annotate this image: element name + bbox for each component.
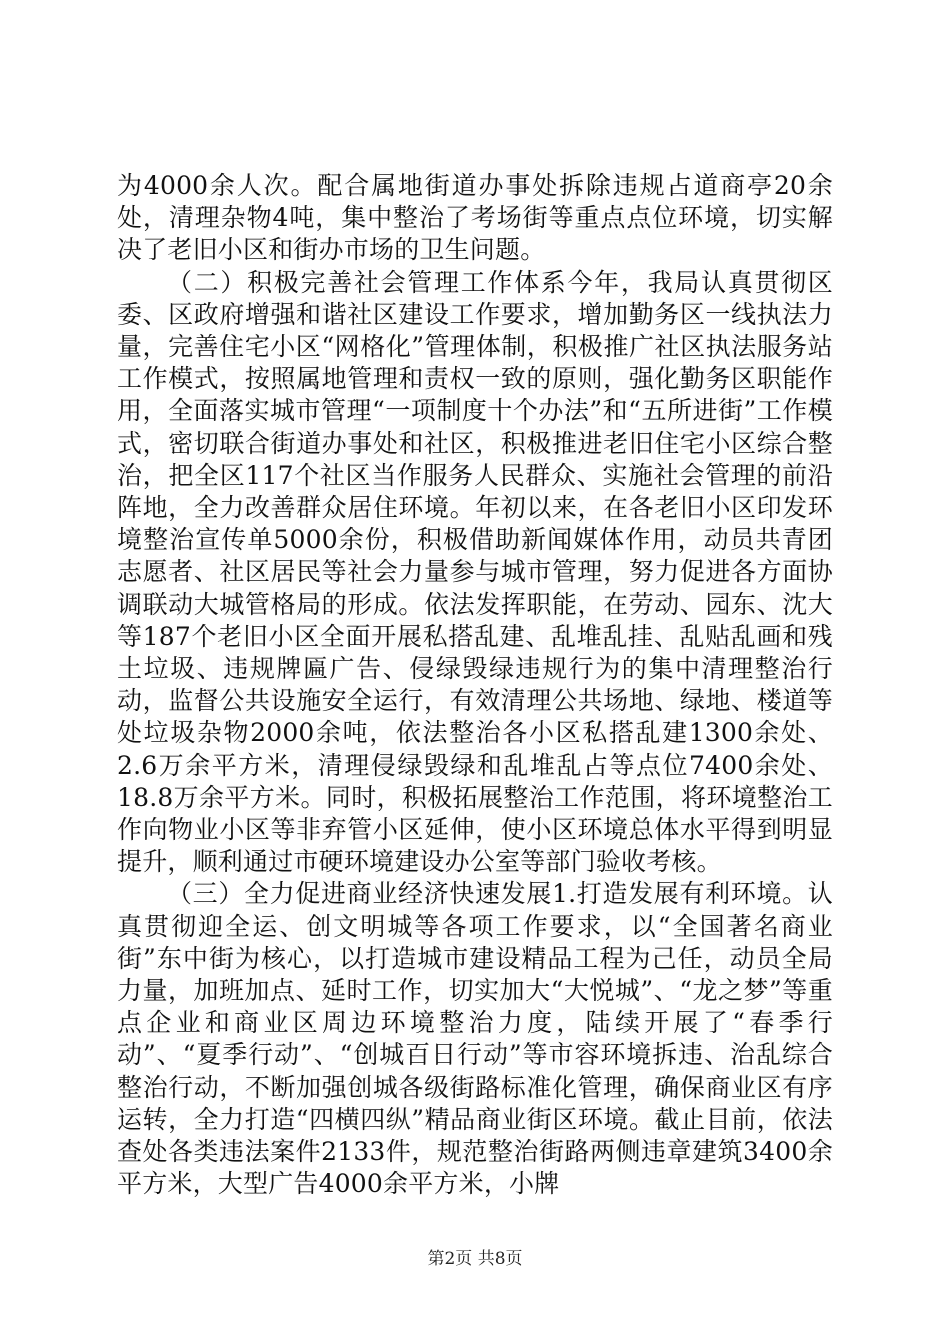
page-number: 第2页 共8页 xyxy=(427,1249,523,1269)
paragraph-section-3: （三）全力促进商业经济快速发展1.打造发展有利环境。认真贯彻迎全运、创文明城等各项工作要求，以“全国著名商业街”东中街为核心，以打造城市建设精品工程为己任，动员全局力量，加班加点、延时工作，切实加大“大悦城”、“龙之梦”等重点企业和商业区周边环境整治力度，陆续开展了“春季行动”、“夏季行动”、“创城百日行动”等市容环境拆违、治乱综合整治行动，不断加强创城各级街路标准化管理，确保商业区有序运转，全力打造“四横四纵”精品商业街区环境。截止目前，依法查处各类违法案件2133件，规范整治街路两侧违章建筑3400余平方米，大型广告4000余平方米，小牌 xyxy=(117,879,833,1199)
paragraph-section-2: （二）积极完善社会管理工作体系今年，我局认真贯彻区委、区政府增强和谐社区建设工作要求，增加勤务区一线执法力量，完善住宅小区“网格化”管理体制，积极推广社区执法服务站工作模式，按照属地管理和责权一致的原则，强化勤务区职能作用，全面落实城市管理“一项制度十个办法”和“五所进街”工作模式，密切联合街道办事处和社区，积极推进老旧住宅小区综合整治，把全区117个社区当作服务人民群众、实施社会管理的前沿阵地，全力改善群众居住环境。年初以来，在各老旧小区印发环境整治宣传单5000余份，积极借助新闻媒体作用，动员共青团志愿者、社区居民等社会力量参与城市管理，努力促进各方面协调联动大城管格局的形成。依法发挥职能，在劳动、园东、沈大等187个老旧小区全面开展私搭乱建、乱堆乱挂、乱贴乱画和残土垃圾、违规牌匾广告、侵绿毁绿违规行为的集中清理整治行动，监督公共设施安全运行，有效清理公共场地、绿地、楼道等处垃圾杂物2000余吨，依法整治各小区私搭乱建1300余处、2.6万余平方米，清理侵绿毁绿和乱堆乱占等点位7400余处、18.8万余平方米。同时，积极拓展整治工作范围，将环境整治工作向物业小区等非弃管小区延伸，使小区环境总体水平得到明显提升，顺利通过市硬环境建设办公室等部门验收考核。 xyxy=(117,267,833,877)
page-footer xyxy=(0,1244,950,1269)
document-body xyxy=(117,170,833,1201)
paragraph-continuation: 为4000余人次。配合属地街道办事处拆除违规占道商亭20余处，清理杂物4吨，集中整治了考场街等重点点位环境，切实解决了老旧小区和街办市场的卫生问题。 xyxy=(117,171,833,265)
